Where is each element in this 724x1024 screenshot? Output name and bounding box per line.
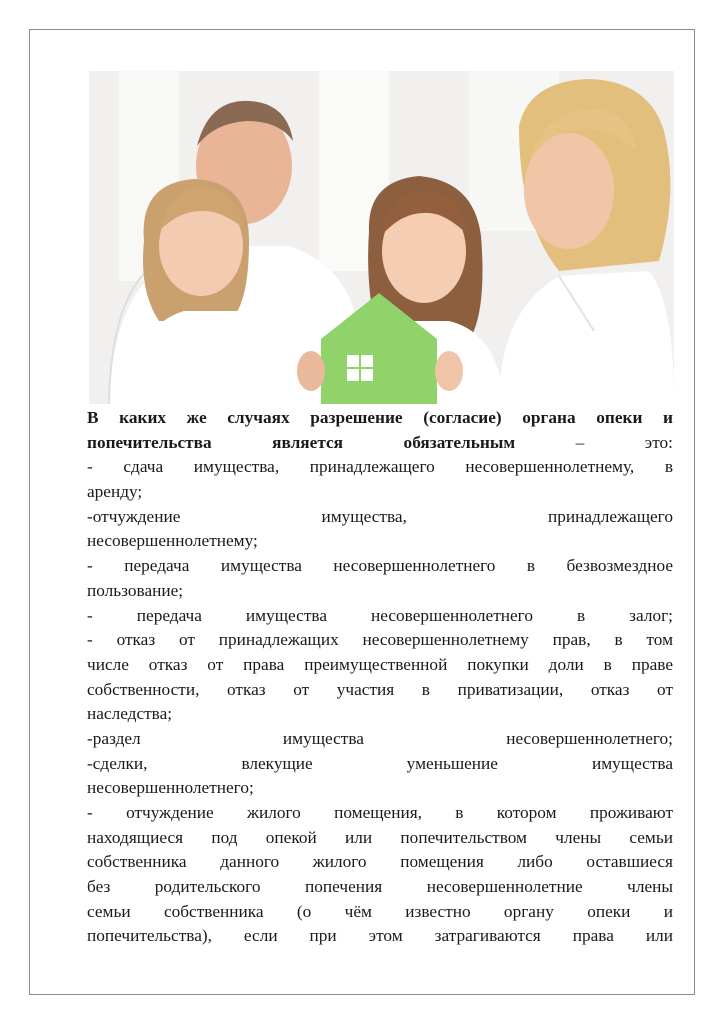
- text-line: - отчуждение жилого помещения, в котором проживают: [87, 803, 673, 822]
- text-line: семьи собственника (о чём известно органу опеки и: [87, 901, 673, 921]
- text-line: -раздел имущества несовершеннолетнего;: [87, 728, 673, 748]
- text-line: числе отказ от права преимущественной покупки доли в праве: [87, 654, 673, 674]
- text-line: собственности, отказ от участия в приватизации, отказ от: [87, 679, 673, 699]
- family-house-photo-icon: [89, 71, 674, 404]
- text-line: несовершеннолетнего;: [87, 778, 254, 798]
- consent-cases-text: [87, 406, 673, 949]
- text-line: несовершеннолетнему;: [87, 531, 258, 551]
- text-line: попечительства), если при этом затрагиваются права или: [87, 926, 673, 946]
- text-line: собственника данного жилого помещения либо оставшиеся: [87, 852, 673, 872]
- text-line: находящиеся под опекой или попечительством члены семьи: [87, 827, 673, 847]
- text-line: - сдача имущества, принадлежащего несовершеннолетнему, в: [87, 457, 673, 477]
- heading-line-1: В каких же случаях разрешение (согласие) органа опеки и: [87, 408, 673, 427]
- text-line: - передача имущества несовершеннолетнего в безвозмездное: [87, 556, 673, 576]
- text-line: - отказ от принадлежащих несовершеннолетнему прав, в том: [87, 630, 673, 650]
- text-line: пользование;: [87, 580, 184, 600]
- text-line: -отчуждение имущества, принадлежащего: [87, 506, 673, 526]
- text-line: аренду;: [87, 482, 143, 502]
- text-line: без родительского попечения несовершеннолетние члены: [87, 877, 673, 897]
- text-line: - передача имущества несовершеннолетнего в залог;: [87, 605, 673, 625]
- heading-line-2: попечительства является обязательным – это:: [87, 432, 673, 452]
- text-line: наследства;: [87, 704, 173, 724]
- text-line: -сделки, влекущие уменьшение имущества: [87, 753, 673, 773]
